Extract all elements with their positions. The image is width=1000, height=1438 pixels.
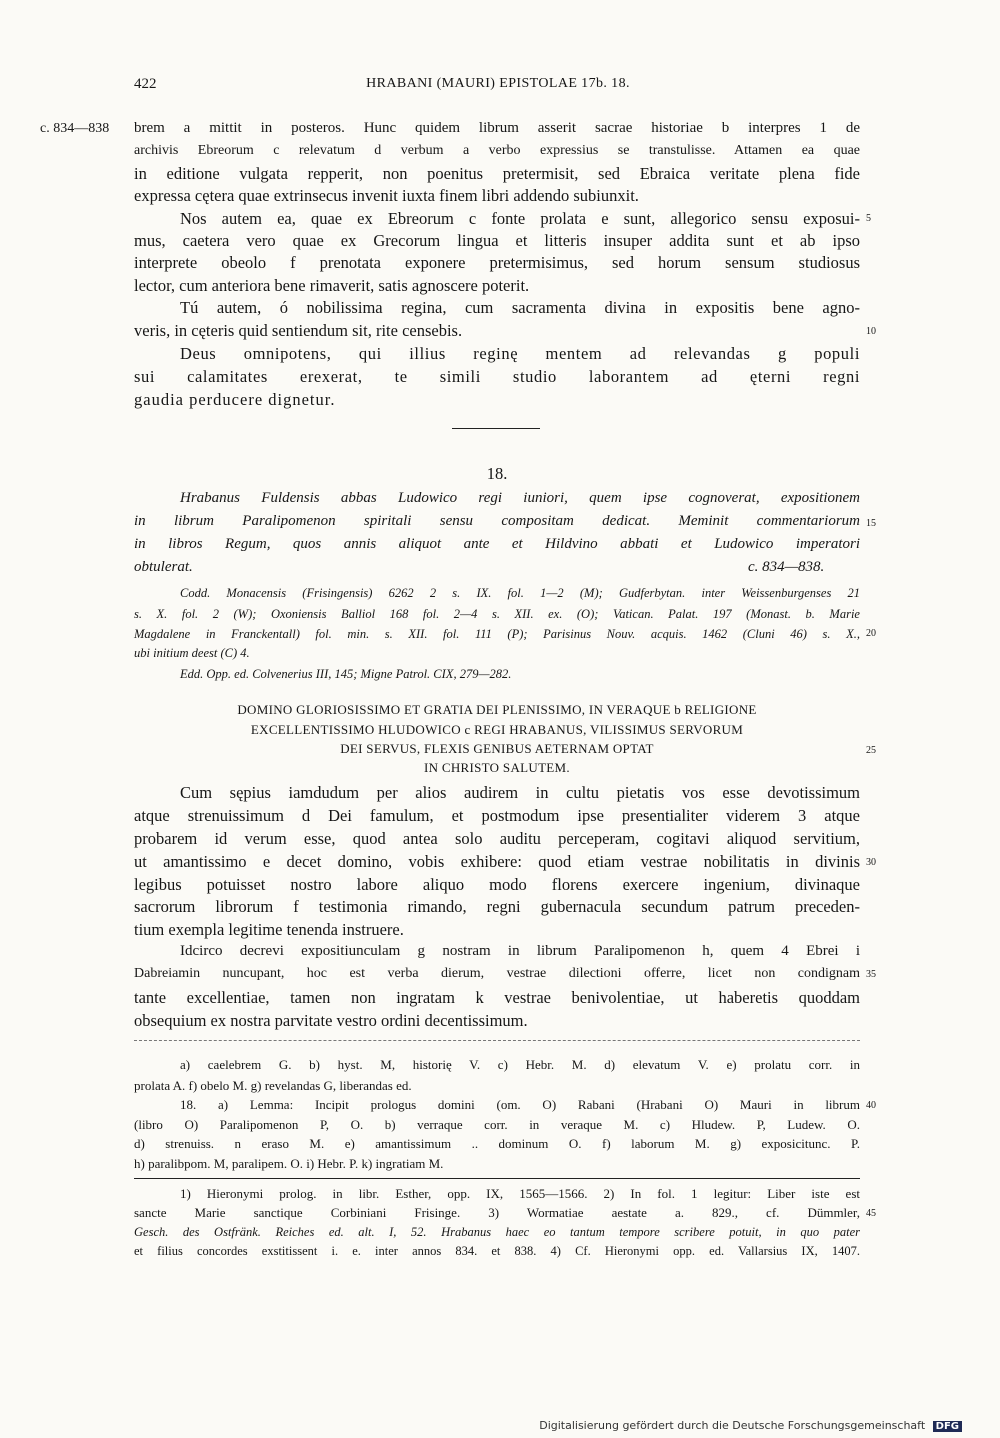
body-line: sui calamitates erexerat, te simili studio laborantem ad ęterni regni xyxy=(134,367,860,386)
summary-line: in librum Paralipomenon spiritali sensu compositam dedicat. Meminit commentariorum xyxy=(134,513,860,529)
body-line: Deus omnipotens, qui illius reginę mentem ad relevandas g populi xyxy=(180,344,860,363)
page-header xyxy=(134,76,862,98)
margin-line-number: 20 xyxy=(866,628,876,639)
footer-text: Digitalisierung gefördert durch die Deutsche Forschungsgemeinschaft xyxy=(539,1419,926,1432)
margin-line-number: 45 xyxy=(866,1208,876,1219)
editions-line: Edd. Opp. ed. Colvenerius III, 145; Migne Patrol. CIX, 279—282. xyxy=(180,667,512,681)
body-line: atque strenuissimum d Dei famulum, et postmodum ipse presentialiter viderem 3 atque xyxy=(134,806,860,825)
body-line: obsequium ex nostra parvitate vestro ordini decentissimum. xyxy=(134,1011,528,1030)
body-line: mus, caetera vero quae ex Grecorum lingua et litteris insuper addita sunt et ab ipso xyxy=(134,231,860,250)
letter-number: 18. xyxy=(486,464,508,483)
summary-line: obtulerat. xyxy=(134,559,193,575)
body-line: archivis Ebreorum c relevatum d verbum a verbo expressius se transtulisse. Attamen ea quae xyxy=(134,143,860,158)
body-line: veris, in cęteris quid sentiendum sit, rite censebis. xyxy=(134,321,463,340)
body-line: expressa cętera quae extrinsecus invenit iuxta finem libri addendo subiunxit. xyxy=(134,186,639,205)
body-line: Cum sępius iamdudum per alios audirem in cultu pietatis vos esse devotissimum xyxy=(180,783,860,802)
margin-line-number: 40 xyxy=(866,1100,876,1111)
body-line: sacrorum librorum f testimonia rimando, regni gubernacula secundum patrum preceden- xyxy=(134,897,860,916)
running-title: HRABANI (MAURI) EPISTOLAE 17b. 18. xyxy=(366,76,630,91)
apparatus-line: 18. a) Lemma: Incipit prologus domini (om. O) Rabani (Hrabani O) Mauri in librum xyxy=(180,1097,860,1112)
body-line: ut amantissimo e decet domino, vobis exhibere: quod etiam vestrae nobilitatis in divinis xyxy=(134,852,860,871)
body-line: lector, cum anteriora bene rimaverit, satis agnoscere poterit. xyxy=(134,276,530,295)
salutation-line: DOMINO GLORIOSISSIMO ET GRATIA DEI PLENISSIMO, IN VERAQUE b RELIGIONE xyxy=(237,702,757,717)
apparatus-line: prolata A. f) obelo M. g) revelandas G, liberandas ed. xyxy=(134,1078,412,1093)
margin-line-number: 35 xyxy=(866,969,876,980)
body-line: tium exempla legitime tenenda instruere. xyxy=(134,920,404,939)
body-line: tante excellentiae, tamen non ingratam k vestrae benivolentiae, ut haberetis quoddam xyxy=(134,988,860,1007)
summary-line: in libros Regum, quos annis aliquot ante et Hildvino abbati et Ludowico imperatori xyxy=(134,536,860,552)
codices-line: Codd. Monacensis (Frisingensis) 6262 2 s. IX. fol. 1—2 (M); Gudferbytan. inter Weissenburgenses 21 xyxy=(180,586,860,600)
margin-line-number: 25 xyxy=(866,745,876,756)
margin-date: c. 834—838 xyxy=(40,121,110,136)
notes-divider xyxy=(134,1178,860,1179)
salutation-line: EXCELLENTISSIMO HLUDOWICO c REGI HRABANUS, VILISSIMUS SERVORUM xyxy=(250,722,744,737)
body-line: Nos autem ea, quae ex Ebreorum c fonte prolata e sunt, allegorico sensu exposui- xyxy=(180,209,860,228)
body-line: probarem id verum esse, quod antea solo auditu perceperam, cogitavi aliquod servitium, xyxy=(134,829,860,848)
apparatus-line: (libro O) Paralipomenon P, O. b) verraque corr. in veraque M. c) Hludew. P, Ludew. O. xyxy=(134,1117,860,1132)
body-line: in editione vulgata repperit, non poenitus pretermisit, sed Ebraica veritate plena fide xyxy=(134,164,860,183)
apparatus-line: d) strenuiss. n eraso M. e) amantissimum .. dominum O. f) laborum M. g) exposicitunc. P. xyxy=(134,1136,860,1151)
margin-line-number: 15 xyxy=(866,518,876,529)
margin-line-number: 10 xyxy=(866,326,876,337)
body-line: Idcirco decrevi expositiunculam g nostram in librum Paralipomenon h, quem 4 Ebrei i xyxy=(180,943,860,959)
body-line: legibus potuisset nostro labore aliquo modo florens exercere ingenium, divinaque xyxy=(134,875,860,894)
summary-line: Hrabanus Fuldensis abbas Ludowico regi iuniori, quem ipse cognoverat, expositionem xyxy=(180,490,860,506)
body-line: brem a mittit in posteros. Hunc quidem librum asserit sacrae historiae b interpres 1 de xyxy=(134,120,860,136)
margin-line-number: 5 xyxy=(866,213,871,224)
summary-date: c. 834—838. xyxy=(748,559,825,575)
section-divider xyxy=(452,428,540,429)
body-line: Dabreiamin nuncupant, hoc est verba dierum, vestrae dilectioni offerre, licet non condignam xyxy=(134,966,860,981)
margin-line-number: 30 xyxy=(866,857,876,868)
salutation-line: IN CHRISTO SALUTEM. xyxy=(424,760,570,775)
page-number: 422 xyxy=(134,76,157,92)
salutation-line: DEI SERVUS, FLEXIS GENIBUS AETERNAM OPTAT xyxy=(340,741,654,756)
body-line: interprete obeolo f prenotata exponere pretermisimus, sed horum sensum studiosus xyxy=(134,253,860,272)
funding-footer xyxy=(539,1419,962,1432)
note-line: Gesch. des Ostfränk. Reiches ed. alt. I, 52. Hrabanus haec eo tantum tempore scribere potuit, in quo pater xyxy=(134,1225,860,1239)
dfg-logo: DFG xyxy=(933,1421,962,1432)
codices-line: ubi initium deest (C) 4. xyxy=(134,646,250,660)
note-line: et filius concordes exstitissent i. e. inter annos 834. et 838. 4) Cf. Hieronymi opp. ed. Vallarsius IX, 1407. xyxy=(134,1244,860,1258)
apparatus-line: a) caelebrem G. b) hyst. M, historię V. c) Hebr. M. d) elevatum V. e) prolatu corr. in xyxy=(180,1057,860,1072)
apparatus-line: h) paralibpom. M, paralipem. O. i) Hebr. P. k) ingratiam M. xyxy=(134,1156,444,1171)
note-line: 1) Hieronymi prolog. in libr. Esther, opp. IX, 1565—1566. 2) In fol. 1 legitur: Liber iste est xyxy=(180,1186,860,1201)
apparatus-divider xyxy=(134,1040,860,1041)
codices-line: s. X. fol. 2 (W); Oxoniensis Balliol 168 fol. 2—4 s. XII. ex. (O); Vatican. Palat. 197 (Monast. b. Marie xyxy=(134,607,860,621)
body-line: Tú autem, ó nobilissima regina, cum sacramenta divina in expositis bene agno- xyxy=(180,298,860,317)
note-line: sancte Marie sanctique Corbiniani Frisinge. 3) Wormatiae aestate a. 829., cf. Dümmler, xyxy=(134,1205,860,1220)
body-line: gaudia perducere dignetur. xyxy=(134,390,336,409)
codices-line: Magdalene in Franckentall) fol. min. s. XII. fol. 111 (P); Parisinus Nouv. acquis. 1462 (Cluni 46) s. X., xyxy=(134,627,860,641)
